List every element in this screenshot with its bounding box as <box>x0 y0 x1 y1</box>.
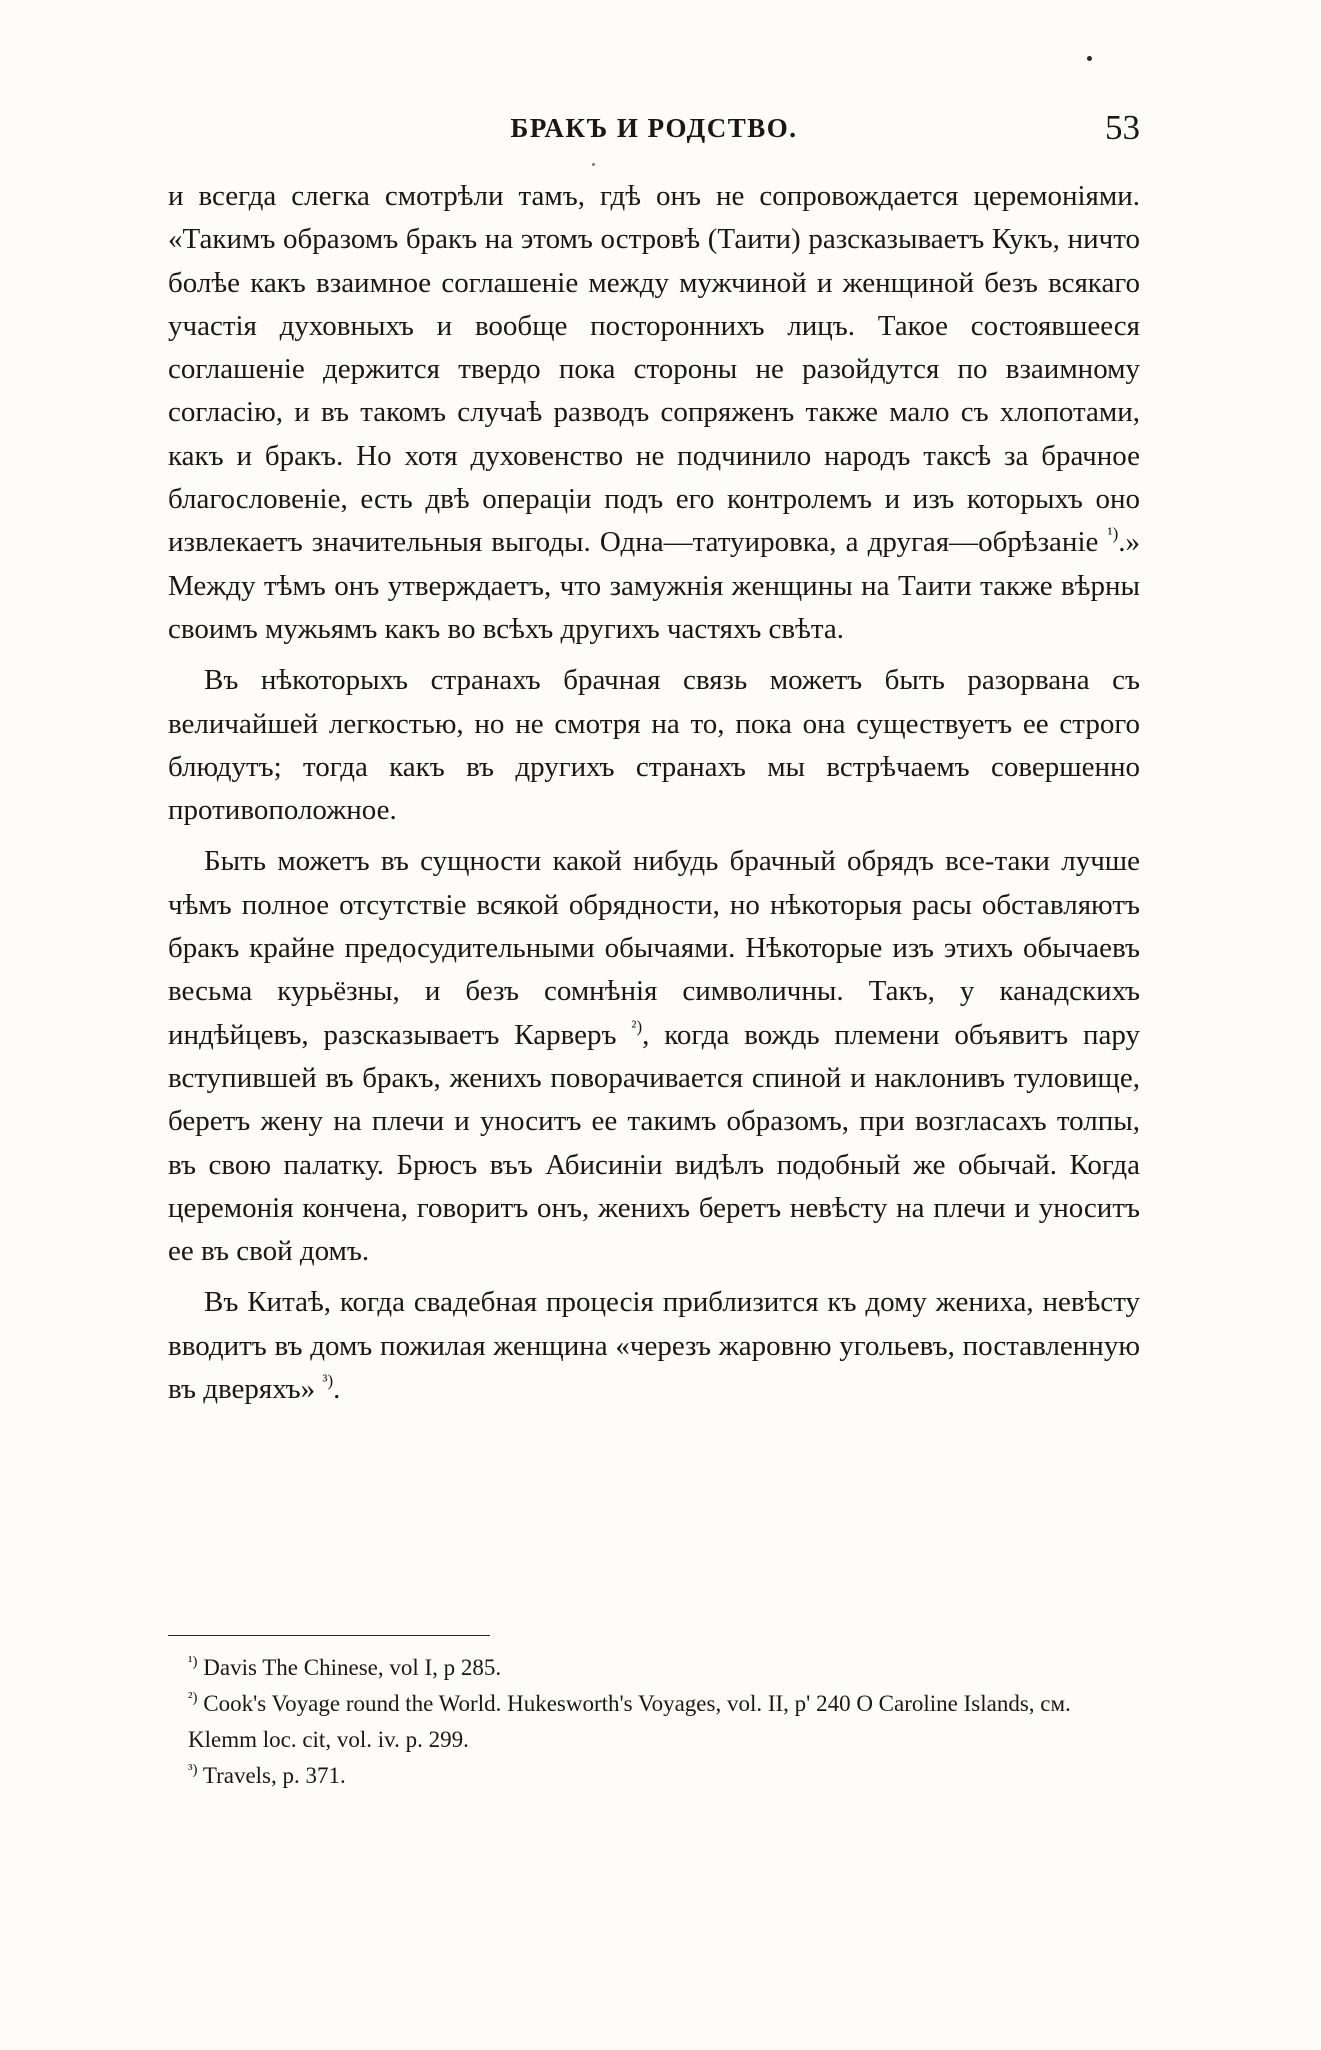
footnote-1: $^{^1)}$ Davis The Chinese, vol I, p 285. <box>188 1654 502 1680</box>
paragraph-4: Въ Китаѣ, когда свадебная процесія приблизится къ дому жениха, невѣсту вводитъ въ домъ пожилая женщина «черезъ жаровню угольевъ, поставленную въ дверяхъ» $^{^3)}$. <box>168 1286 1140 1406</box>
footnote-ref-1: ¹) <box>1107 524 1119 544</box>
paper-speck <box>1087 56 1092 61</box>
paragraph-2: Въ нѣкоторыхъ странахъ брачная связь можетъ быть разорвана съ величайшей легкостью, но не смотря на то, пока она существуетъ ее строго блюдутъ; тогда какъ въ другихъ странахъ мы встрѣчаемъ совершенно противоположное. <box>168 664 1140 827</box>
footnote-3: $^{^3)}$ Travels, p. 371. <box>188 1762 346 1788</box>
body-text <box>168 175 1140 1411</box>
running-title: БРАКЪ И РОДСТВО. <box>510 113 798 143</box>
paragraph-3: Быть можетъ въ сущности какой нибудь брачный обрядъ все-таки лучше чѣмъ полное отсутствіе всякой обрядности, но нѣкоторыя расы обставляютъ бракъ крайне предосудительными обычаями. Нѣкоторые изъ этихъ обычаевъ весьма курьёзны, и безъ сомнѣнія символичны. Такъ, у канадскихъ индѣйцевъ, разсказываетъ Карверъ $^{^2)}$, когда вождь племени объявитъ пару вступившей въ бракъ, женихъ поворачивается спиной и наклонивъ туловище, беретъ жену на плечи и уноситъ ее такимъ образомъ, при возгласахъ толпы, въ свою палатку. Брюсъ въъ Абисиніи видѣлъ подобный же обычай. Когда церемонія кончена, говоритъ онъ, женихъ беретъ невѣсту на плечи и уноситъ ее въ свой домъ. <box>168 845 1140 1268</box>
paper-speck <box>592 163 595 166</box>
footnote-2: $^{^2)}$ Cook's Voyage round the World. Hukesworth's Voyages, vol. II, p' 240 O Caroline Islands, см. Klemm loc. cit, vol. iv. p. 299. <box>188 1690 1071 1752</box>
page-number: 53 <box>1105 108 1140 147</box>
paragraph-1: и всегда слегка смотрѣли тамъ, гдѣ онъ не сопровождается церемоніями. «Такимъ образомъ бракъ на этомъ островѣ (Таити) разсказываетъ Кукъ, ничто болѣе какъ взаимное соглашеніе между мужчиной и женщиной безъ всякаго участія духовныхъ и вообще постороннихъ лицъ. Такое состоявшееся соглашеніе держится твердо пока стороны не разойдутся по взаимному согласію, и въ такомъ случаѣ разводъ сопряженъ также мало съ хлопотами, какъ и бракъ. Но хотя духовенство не подчинило народъ таксѣ за брачное благословеніе, есть двѣ операціи подъ его контролемъ и изъ которыхъ оно извлекаетъ значительныя выгоды. Одна—татуировка, а другая—обрѣзаніе $^{^1)}$.» Между тѣмъ онъ утверждаетъ, что замужнія женщины на Таити также вѣрны своимъ мужьямъ какъ во всѣхъ другихъ частяхъ свѣта. <box>168 180 1140 645</box>
footnotes <box>168 1650 1140 1794</box>
footnote-ref-2: ²) <box>631 1016 643 1036</box>
footnote-ref-3: ³) <box>322 1371 334 1391</box>
footnote-rule <box>168 1635 490 1636</box>
running-head <box>168 106 1140 150</box>
